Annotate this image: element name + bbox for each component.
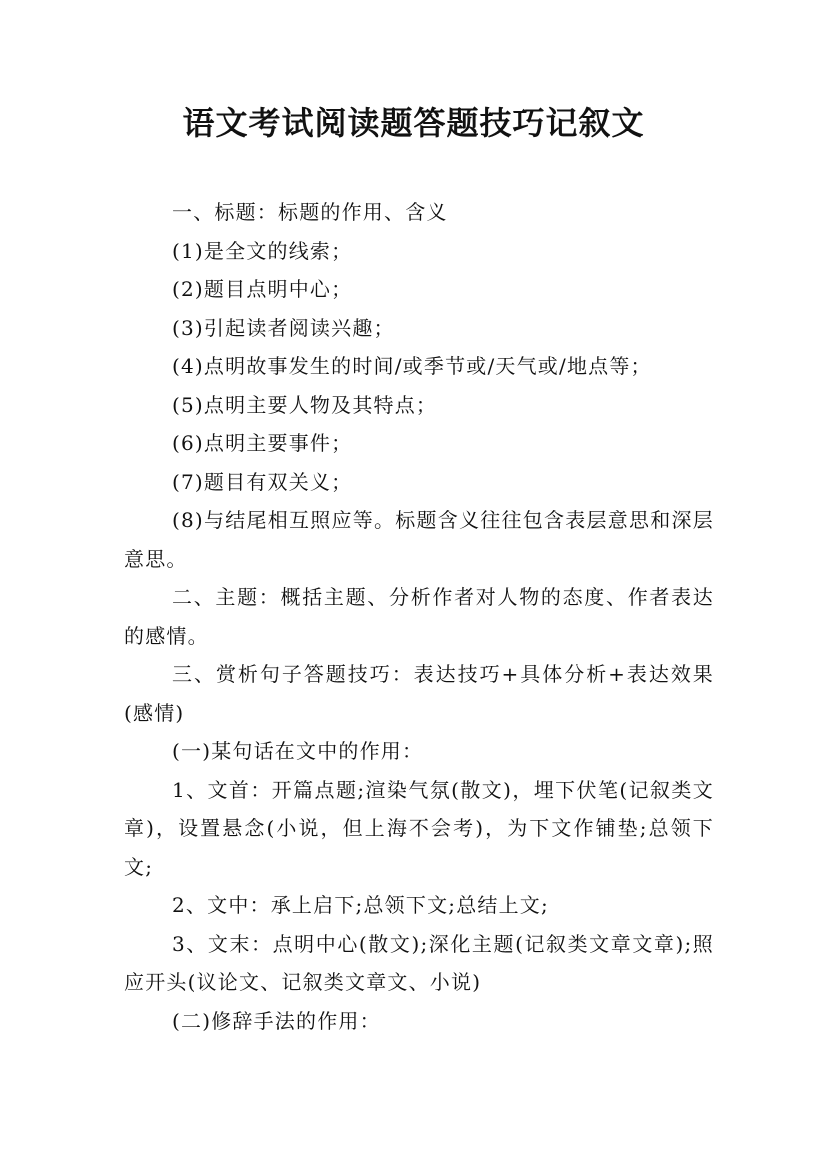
document-title: 语文考试阅读题答题技巧记叙文 [182, 104, 645, 142]
paragraph-item: (4)点明故事发生的时间/或季节或/天气或/地点等； [172, 354, 652, 378]
paragraph-heading-theme: 二、主题：概括主题、分析作者对人物的态度、作者表达的感情。 [124, 585, 714, 648]
paragraph-item: (1)是全文的线索； [172, 238, 353, 263]
paragraph-subheading: (一)某句话在文中的作用： [172, 739, 424, 763]
paragraph-item: 2、文中：承上启下;总领下文;总结上文; [172, 893, 549, 917]
paragraph-item: (5)点明主要人物及其特点； [172, 392, 438, 417]
paragraph-subheading: (二)修辞手法的作用： [172, 1008, 381, 1033]
paragraph-item: (6)点明主要事件； [172, 431, 353, 455]
document-body [124, 193, 714, 1040]
paragraph-heading-sentence-analysis: 三、赏析句子答题技巧：表达技巧+具体分析+表达效果(感情) [124, 662, 714, 725]
paragraph-item: 1、文首：开篇点题;渲染气氛(散文)，埋下伏笔(记叙类文章)，设置悬念(小说，但上海不会考)，为下文作铺垫;总领下文; [124, 777, 714, 879]
paragraph-item: (7)题目有双关义； [172, 469, 353, 494]
paragraph-heading-title: 一、标题：标题的作用、含义 [172, 200, 448, 224]
paragraph-item: 3、文末：点明中心(散文);深化主题(记叙类文章文章);照应开头(议论文、记叙类文章文、小说) [124, 931, 714, 994]
paragraph-item: (2)题目点明中心； [172, 277, 353, 301]
paragraph-item: (3)引起读者阅读兴趣； [172, 315, 395, 340]
paragraph-item: (8)与结尾相互照应等。标题含义往往包含表层意思和深层意思。 [124, 508, 714, 571]
